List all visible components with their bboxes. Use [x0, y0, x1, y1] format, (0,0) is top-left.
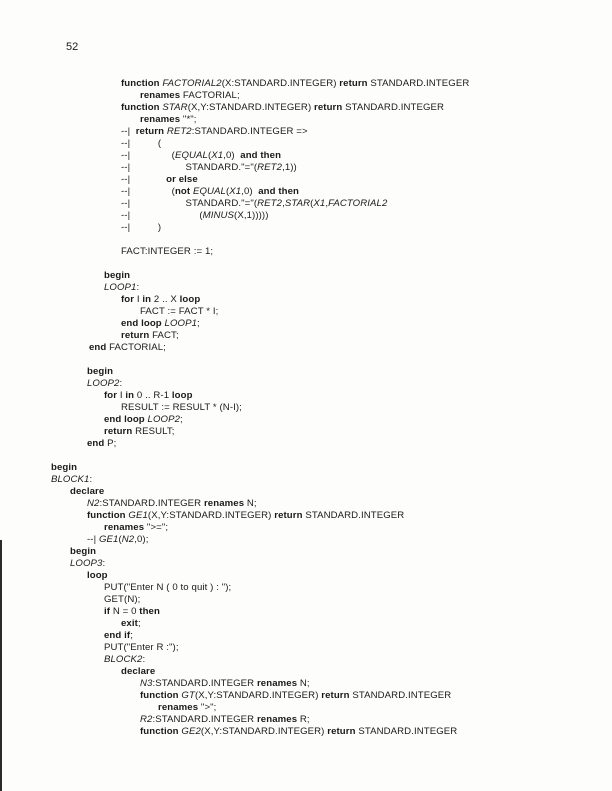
code-text: STANDARD.INTEGER [349, 690, 452, 701]
keyword: for [104, 390, 118, 401]
keyword: end loop [104, 414, 148, 425]
code-line [121, 330, 179, 342]
code-text: FACT := FACT * I; [140, 306, 219, 317]
code-line [121, 666, 155, 678]
code-line [121, 618, 141, 630]
code-line [87, 438, 116, 450]
keyword: loop [87, 570, 108, 581]
identifier: R2 [140, 714, 153, 725]
identifier: EQUAL [174, 150, 208, 161]
identifier: FACTORIAL2 [328, 198, 388, 209]
code-line [87, 534, 148, 546]
code-line [121, 210, 269, 222]
code-line [104, 414, 183, 426]
code-text: ,0); [134, 534, 149, 545]
identifier: N2 [87, 498, 100, 509]
code-text: --| [87, 534, 99, 545]
code-text: ,0) [223, 150, 241, 161]
code-line [51, 474, 92, 486]
code-text: N = 0 [110, 606, 140, 617]
code-line [70, 558, 105, 570]
identifier: GE1 [128, 510, 148, 521]
identifier: X1 [313, 198, 326, 209]
code-line [104, 630, 133, 642]
identifier: RET2 [166, 126, 192, 137]
code-line [87, 366, 113, 378]
identifier: MINUS [202, 210, 235, 221]
keyword: begin [87, 366, 114, 377]
code-line [140, 714, 310, 726]
identifier: GT [181, 690, 195, 701]
code-text: FACTORIAL; [106, 342, 166, 353]
identifier: GE2 [181, 726, 201, 737]
keyword: function [140, 726, 182, 737]
keyword: renames [140, 90, 181, 101]
identifier: STAR [162, 102, 188, 113]
code-line [121, 222, 161, 234]
code-line [158, 702, 216, 714]
identifier: N3 [140, 678, 153, 689]
code-line [140, 726, 457, 738]
keyword: function [87, 510, 129, 521]
code-text: ; [197, 318, 200, 329]
keyword: loop [171, 390, 193, 401]
keyword: return [321, 690, 350, 701]
code-text: --| STANDARD."="( [121, 162, 258, 173]
code-text: RESULT := RESULT * (N-I); [121, 402, 242, 413]
code-text: --| [121, 174, 167, 185]
code-text: N; [244, 498, 257, 509]
keyword: begin [51, 462, 78, 473]
code-text: "*"; [180, 114, 197, 125]
keyword: renames [158, 702, 199, 713]
code-line [51, 462, 77, 474]
code-text: --| ( [121, 210, 203, 221]
code-line [87, 570, 108, 582]
identifier: RET2 [257, 162, 283, 173]
code-line [140, 678, 310, 690]
keyword: declare [121, 666, 156, 677]
code-text: ,1)) [282, 162, 297, 173]
keyword: return [339, 78, 368, 89]
code-text: , [282, 198, 285, 209]
keyword: in [125, 390, 135, 401]
code-line [140, 114, 197, 126]
keyword: declare [70, 486, 105, 497]
code-line [87, 498, 257, 510]
code-line [104, 594, 140, 606]
code-line [104, 606, 160, 618]
code-text: STANDARD.INTEGER [342, 102, 445, 113]
code-line [121, 174, 198, 186]
code-line [121, 150, 281, 162]
code-text: --| ) [121, 222, 162, 233]
code-text: : [89, 474, 93, 485]
page-number: 52 [66, 41, 79, 53]
keyword: begin [70, 546, 97, 557]
keyword: loop [179, 294, 201, 305]
keyword: function [121, 102, 163, 113]
identifier: LOOP3 [70, 558, 103, 569]
code-text: PUT("Enter N ( 0 to quit ) : "); [104, 582, 232, 593]
code-line [104, 642, 179, 654]
code-text: ,0) [241, 186, 259, 197]
code-line [70, 546, 96, 558]
code-text: ( [208, 150, 212, 161]
keyword: exit [121, 618, 138, 629]
code-text: STANDARD.INTEGER [355, 726, 458, 737]
code-text: ( [118, 534, 122, 545]
identifier: X1 [229, 186, 242, 197]
identifier: LOOP2 [87, 378, 120, 389]
keyword: return [314, 102, 343, 113]
keyword: renames [256, 714, 298, 725]
code-text: I [134, 294, 143, 305]
code-text: (X,Y:STANDARD.INTEGER) [147, 510, 275, 521]
code-line [89, 342, 166, 354]
keyword: function [140, 690, 182, 701]
keyword: for [121, 294, 135, 305]
keyword: and then [240, 150, 282, 161]
keyword: in [142, 294, 152, 305]
code-line [121, 246, 213, 258]
identifier: N2 [121, 534, 135, 545]
code-text: RESULT; [132, 426, 175, 437]
code-line [121, 138, 161, 150]
code-text: :STANDARD.INTEGER [152, 714, 257, 725]
code-text: ; [137, 618, 141, 629]
keyword: renames [104, 522, 145, 533]
code-text: : [102, 558, 106, 569]
code-line [121, 78, 469, 90]
code-text: ; [130, 630, 133, 641]
keyword: and then [258, 186, 300, 197]
keyword: return [274, 510, 303, 521]
code-text: (X,Y:STANDARD.INTEGER) [200, 726, 328, 737]
code-line [121, 126, 308, 138]
code-text: (X:STANDARD.INTEGER) [221, 78, 340, 89]
code-text: :STANDARD.INTEGER [99, 498, 204, 509]
code-line [121, 186, 299, 198]
keyword: function [121, 78, 163, 89]
keyword: not [174, 186, 193, 197]
keyword: return [135, 126, 165, 137]
code-text: :STANDARD.INTEGER => [191, 126, 308, 137]
keyword: return [104, 426, 133, 437]
keyword: if [104, 606, 111, 617]
keyword: then [139, 606, 160, 617]
keyword: end loop [121, 318, 165, 329]
code-text: FACT:INTEGER := 1; [121, 246, 214, 257]
code-text: , [325, 198, 329, 209]
code-text: ">="; [144, 522, 169, 533]
code-line [121, 102, 444, 114]
code-text: : [136, 282, 140, 293]
code-text: I [117, 390, 126, 401]
code-text: ; [180, 414, 183, 425]
keyword: renames [256, 678, 298, 689]
code-text: ( [225, 186, 230, 197]
keyword: or else [166, 174, 198, 185]
code-text: STANDARD.INTEGER [302, 510, 405, 521]
code-text: P; [104, 438, 117, 449]
code-text: --| [121, 126, 136, 137]
code-line [121, 318, 200, 330]
code-text: --| ( [121, 138, 162, 149]
code-text: ( [310, 198, 314, 209]
code-text: GET(N); [104, 594, 141, 605]
identifier: LOOP1 [164, 318, 198, 329]
keyword: end [87, 438, 105, 449]
code-text: (X,Y:STANDARD.INTEGER) [194, 690, 322, 701]
code-text: : [119, 378, 123, 389]
code-line [104, 282, 139, 294]
code-line [104, 390, 193, 402]
identifier: BLOCK2 [104, 654, 143, 665]
code-line [87, 378, 122, 390]
code-text: ">"; [198, 702, 217, 713]
code-line [121, 402, 242, 414]
code-line [140, 690, 451, 702]
code-line [104, 654, 145, 666]
code-line [87, 510, 404, 522]
identifier: EQUAL [192, 186, 226, 197]
code-line [104, 426, 175, 438]
code-line [104, 270, 130, 282]
code-text: : [142, 654, 146, 665]
code-line [70, 486, 104, 498]
identifier: BLOCK1 [51, 474, 90, 485]
code-text: (X,Y:STANDARD.INTEGER) [187, 102, 315, 113]
code-line [104, 582, 231, 594]
code-line [104, 522, 168, 534]
keyword: end if [104, 630, 131, 641]
identifier: GE1 [98, 534, 119, 545]
code-text: :STANDARD.INTEGER [152, 678, 257, 689]
code-text: 2 .. X [151, 294, 180, 305]
keyword: end [89, 342, 107, 353]
keyword: return [327, 726, 356, 737]
identifier: STAR [284, 198, 311, 209]
code-line [121, 294, 200, 306]
keyword: renames [203, 498, 245, 509]
code-text: FACT; [149, 330, 179, 341]
identifier: FACTORIAL2 [162, 78, 222, 89]
code-text: FACTORIAL; [180, 90, 240, 101]
code-line [140, 90, 240, 102]
code-line [140, 306, 218, 318]
identifier: RET2 [257, 198, 283, 209]
keyword: begin [104, 270, 131, 281]
identifier: X1 [211, 150, 224, 161]
keyword: return [121, 330, 150, 341]
keyword: renames [140, 114, 181, 125]
code-text: --| ( [121, 186, 175, 197]
code-line [121, 162, 297, 174]
identifier: LOOP2 [147, 414, 181, 425]
identifier: LOOP1 [104, 282, 137, 293]
code-text: --| STANDARD."="( [121, 198, 258, 209]
code-text: R; [297, 714, 310, 725]
code-line [121, 198, 387, 210]
code-text: N; [297, 678, 310, 689]
code-text: --| ( [121, 150, 175, 161]
code-text: 0 .. R-1 [134, 390, 172, 401]
code-text: PUT("Enter R :"); [104, 642, 179, 653]
code-text: STANDARD.INTEGER [367, 78, 470, 89]
code-text: (X,1))))) [234, 210, 269, 221]
